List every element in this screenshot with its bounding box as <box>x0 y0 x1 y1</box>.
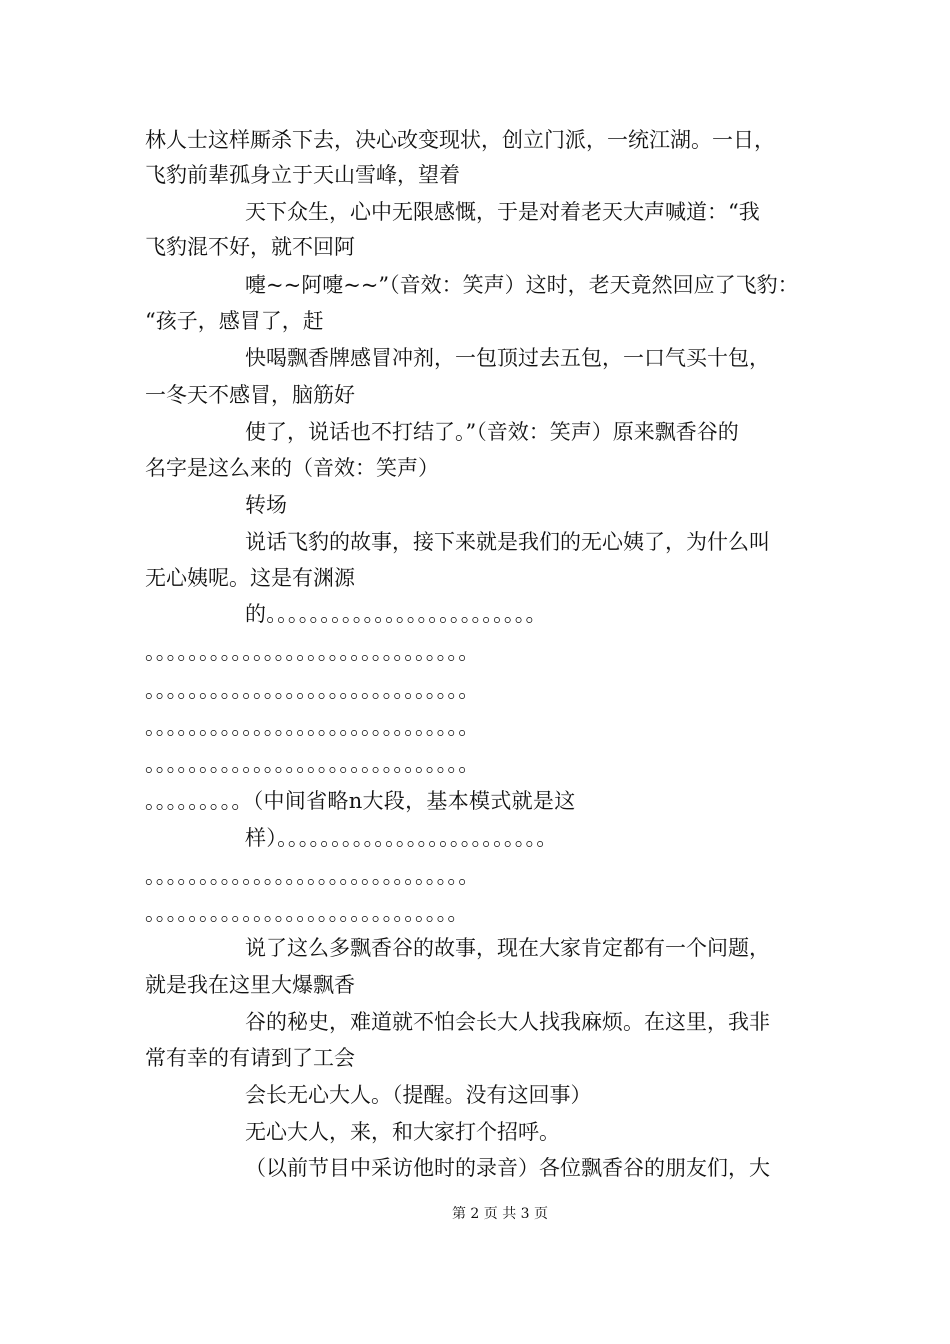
text-line: 。。。。。。。。。。。。。。。。。。。。。。。。。。。。。 <box>145 901 469 925</box>
text-line: 一冬天不感冒，脑筋好 <box>145 383 355 407</box>
text-line: 使了，说话也不打结了。”（音效：笑声）原来飘香谷的 <box>245 420 739 444</box>
text-line: 飞豹混不好，就不回阿 <box>145 235 355 259</box>
text-line: 无心大人，来，和大家打个招呼。 <box>245 1120 560 1144</box>
text-line: 飞豹前辈孤身立于天山雪峰，望着 <box>145 163 460 187</box>
text-line: 会长无心大人。（提醒。没有这回事） <box>245 1083 592 1107</box>
text-line: 嚏~~阿嚏~~”（音效：笑声）这时，老天竟然回应了飞豹： <box>245 273 799 297</box>
text-line: 谷的秘史，难道就不怕会长大人找我麻烦。在这里，我非 <box>245 1010 770 1034</box>
text-line: 。。。。。。。。。。。。。。。。。。。。。。。。。。。。。。 <box>145 678 480 702</box>
text-line: 。。。。。。。。。（中间省略n大段，基本模式就是这 <box>145 789 576 813</box>
text-line: 无心姨呢。这是有渊源 <box>145 566 355 590</box>
text-line: 名字是这么来的（音效：笑声） <box>145 456 439 480</box>
text-line: 的。。。。。。。。。。。。。。。。。。。。。。。。。 <box>245 602 547 626</box>
text-line: 林人士这样厮杀下去，决心改变现状，创立门派，一统江湖。一日， <box>145 128 775 152</box>
text-line: 说话飞豹的故事，接下来就是我们的无心姨了，为什么叫 <box>245 530 770 554</box>
text-line: 。。。。。。。。。。。。。。。。。。。。。。。。。。。。。。 <box>145 715 480 739</box>
text-line: （以前节目中采访他时的录音）各位飘香谷的朋友们，大 <box>245 1156 770 1180</box>
text-line: “孩子，感冒了，赶 <box>145 309 324 333</box>
text-line: 说了这么多飘香谷的故事，现在大家肯定都有一个问题， <box>245 936 770 960</box>
text-line: 天下众生，心中无限感慨，于是对着老天大声喊道：“我 <box>245 200 760 224</box>
page-number-footer: 第 2 页 共 3 页 <box>451 1206 549 1222</box>
text-line: 。。。。。。。。。。。。。。。。。。。。。。。。。。。。。。 <box>145 752 480 776</box>
text-line: 常有幸的有请到了工会 <box>145 1046 355 1070</box>
text-line: 快喝飘香牌感冒冲剂，一包顶过去五包，一口气买十包， <box>245 346 770 370</box>
text-line: 。。。。。。。。。。。。。。。。。。。。。。。。。。。。。。 <box>145 640 480 664</box>
text-line: 就是我在这里大爆飘香 <box>145 973 355 997</box>
text-line: 。。。。。。。。。。。。。。。。。。。。。。。。。。。。。。 <box>145 864 480 888</box>
text-line: 样）。。。。。。。。。。。。。。。。。。。。。。。。。 <box>245 826 558 850</box>
text-line: 转场 <box>245 493 287 517</box>
